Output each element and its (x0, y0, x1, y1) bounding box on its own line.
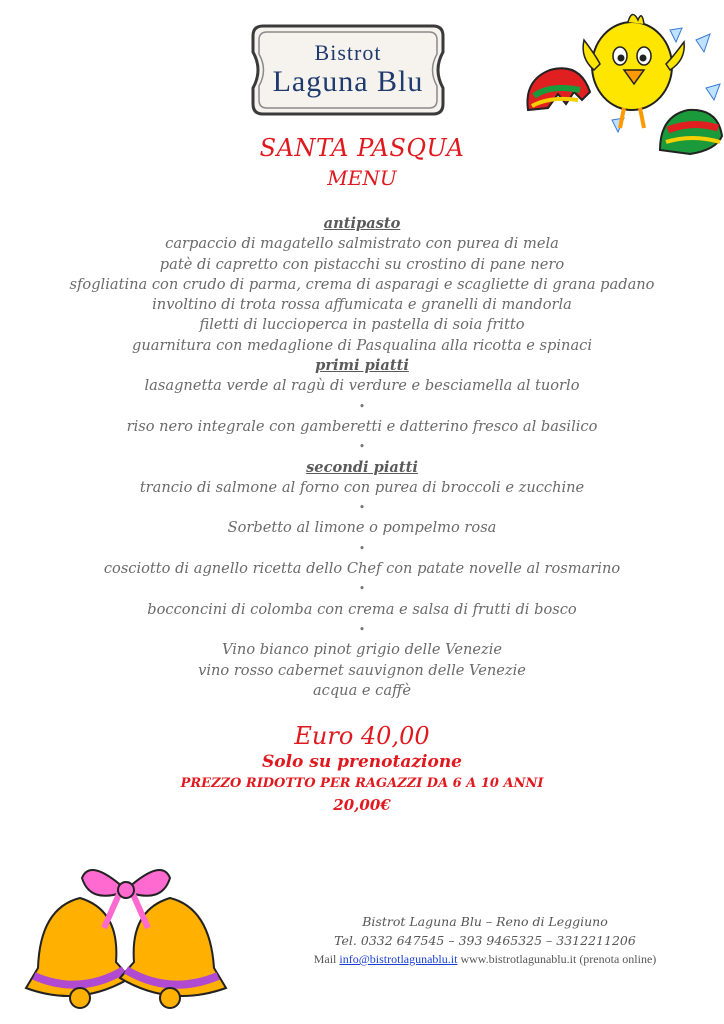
reduced-price-note: PREZZO RIDOTTO PER RAGAZZI DA 6 A 10 ANNI (180, 776, 544, 791)
dish: Sorbetto al limone o pompelmo rosa (227, 519, 497, 537)
dish: cosciotto di agnello ricetta dello Chef con patate novelle al rosmarino (103, 560, 621, 578)
footer-contact (290, 912, 680, 969)
reservation-note: Solo su prenotazione (261, 752, 463, 772)
section-heading-secondi: secondi piatti (306, 458, 418, 476)
dish: trancio di salmone al forno con purea di broccoli e zucchine (139, 478, 585, 496)
footer-address: Bistrot Laguna Blu – Reno di Leggiuno (362, 914, 608, 929)
website-text: www.bistrotlagunablu.it (prenota online) (457, 952, 657, 966)
section-heading-primi: primi piatti (315, 357, 409, 375)
dish: patè di capretto con pistacchi su crostino di pane nero (159, 255, 565, 273)
section-heading-antipasto: antipasto (323, 215, 401, 232)
dish: filetti di luccioperca in pastella di soia fritto (199, 316, 525, 334)
dish: lasagnetta verde al ragù di verdure e besciamella al tuorlo (144, 377, 580, 395)
dish: riso nero integrale con gamberetti e datterino fresco al basilico (126, 417, 598, 435)
bullet-separator: • (358, 541, 366, 555)
logo-line2: Laguna Blu (272, 65, 424, 98)
page-title: SANTA PASQUA (259, 134, 465, 162)
bullet-separator: • (358, 622, 366, 636)
drink: acqua e caffè (312, 681, 412, 699)
drink: vino rosso cabernet sauvignon delle Venezie (198, 661, 526, 679)
bullet-separator: • (358, 501, 366, 515)
drink: Vino bianco pinot grigio delle Venezie (221, 641, 503, 659)
logo-line1: Bistrot (314, 40, 382, 65)
email-link[interactable]: info@bistrotlagunablu.it (339, 952, 458, 966)
dish: bocconcini di colomba con crema e salsa di frutti di bosco (147, 600, 577, 618)
bullet-separator: • (358, 582, 366, 596)
logo (249, 22, 447, 118)
bullet-separator: • (358, 440, 366, 454)
price-amount: Euro 40,00 (294, 722, 430, 750)
dish: involtino di trota rossa affumicata e granelli di mandorla (152, 296, 572, 314)
dish: carpaccio di magatello salmistrato con purea di mela (165, 235, 559, 253)
menu-subtitle: MENU (327, 166, 397, 190)
dish: sfogliatina con crudo di parma, crema di asparagi e scagliette di grana padano (69, 275, 655, 293)
footer-phone: Tel. 0332 647545 – 393 9465325 – 3312211206 (334, 933, 636, 948)
menu-list (0, 214, 724, 701)
easter-bells-illustration (20, 858, 232, 1024)
bullet-separator: • (358, 399, 366, 413)
mail-prefix: Mail (313, 952, 340, 966)
reduced-price: 20,00€ (333, 796, 391, 814)
dish: guarnitura con medaglione di Pasqualina alla ricotta e spinaci (132, 336, 592, 354)
footer-mail (290, 950, 680, 969)
